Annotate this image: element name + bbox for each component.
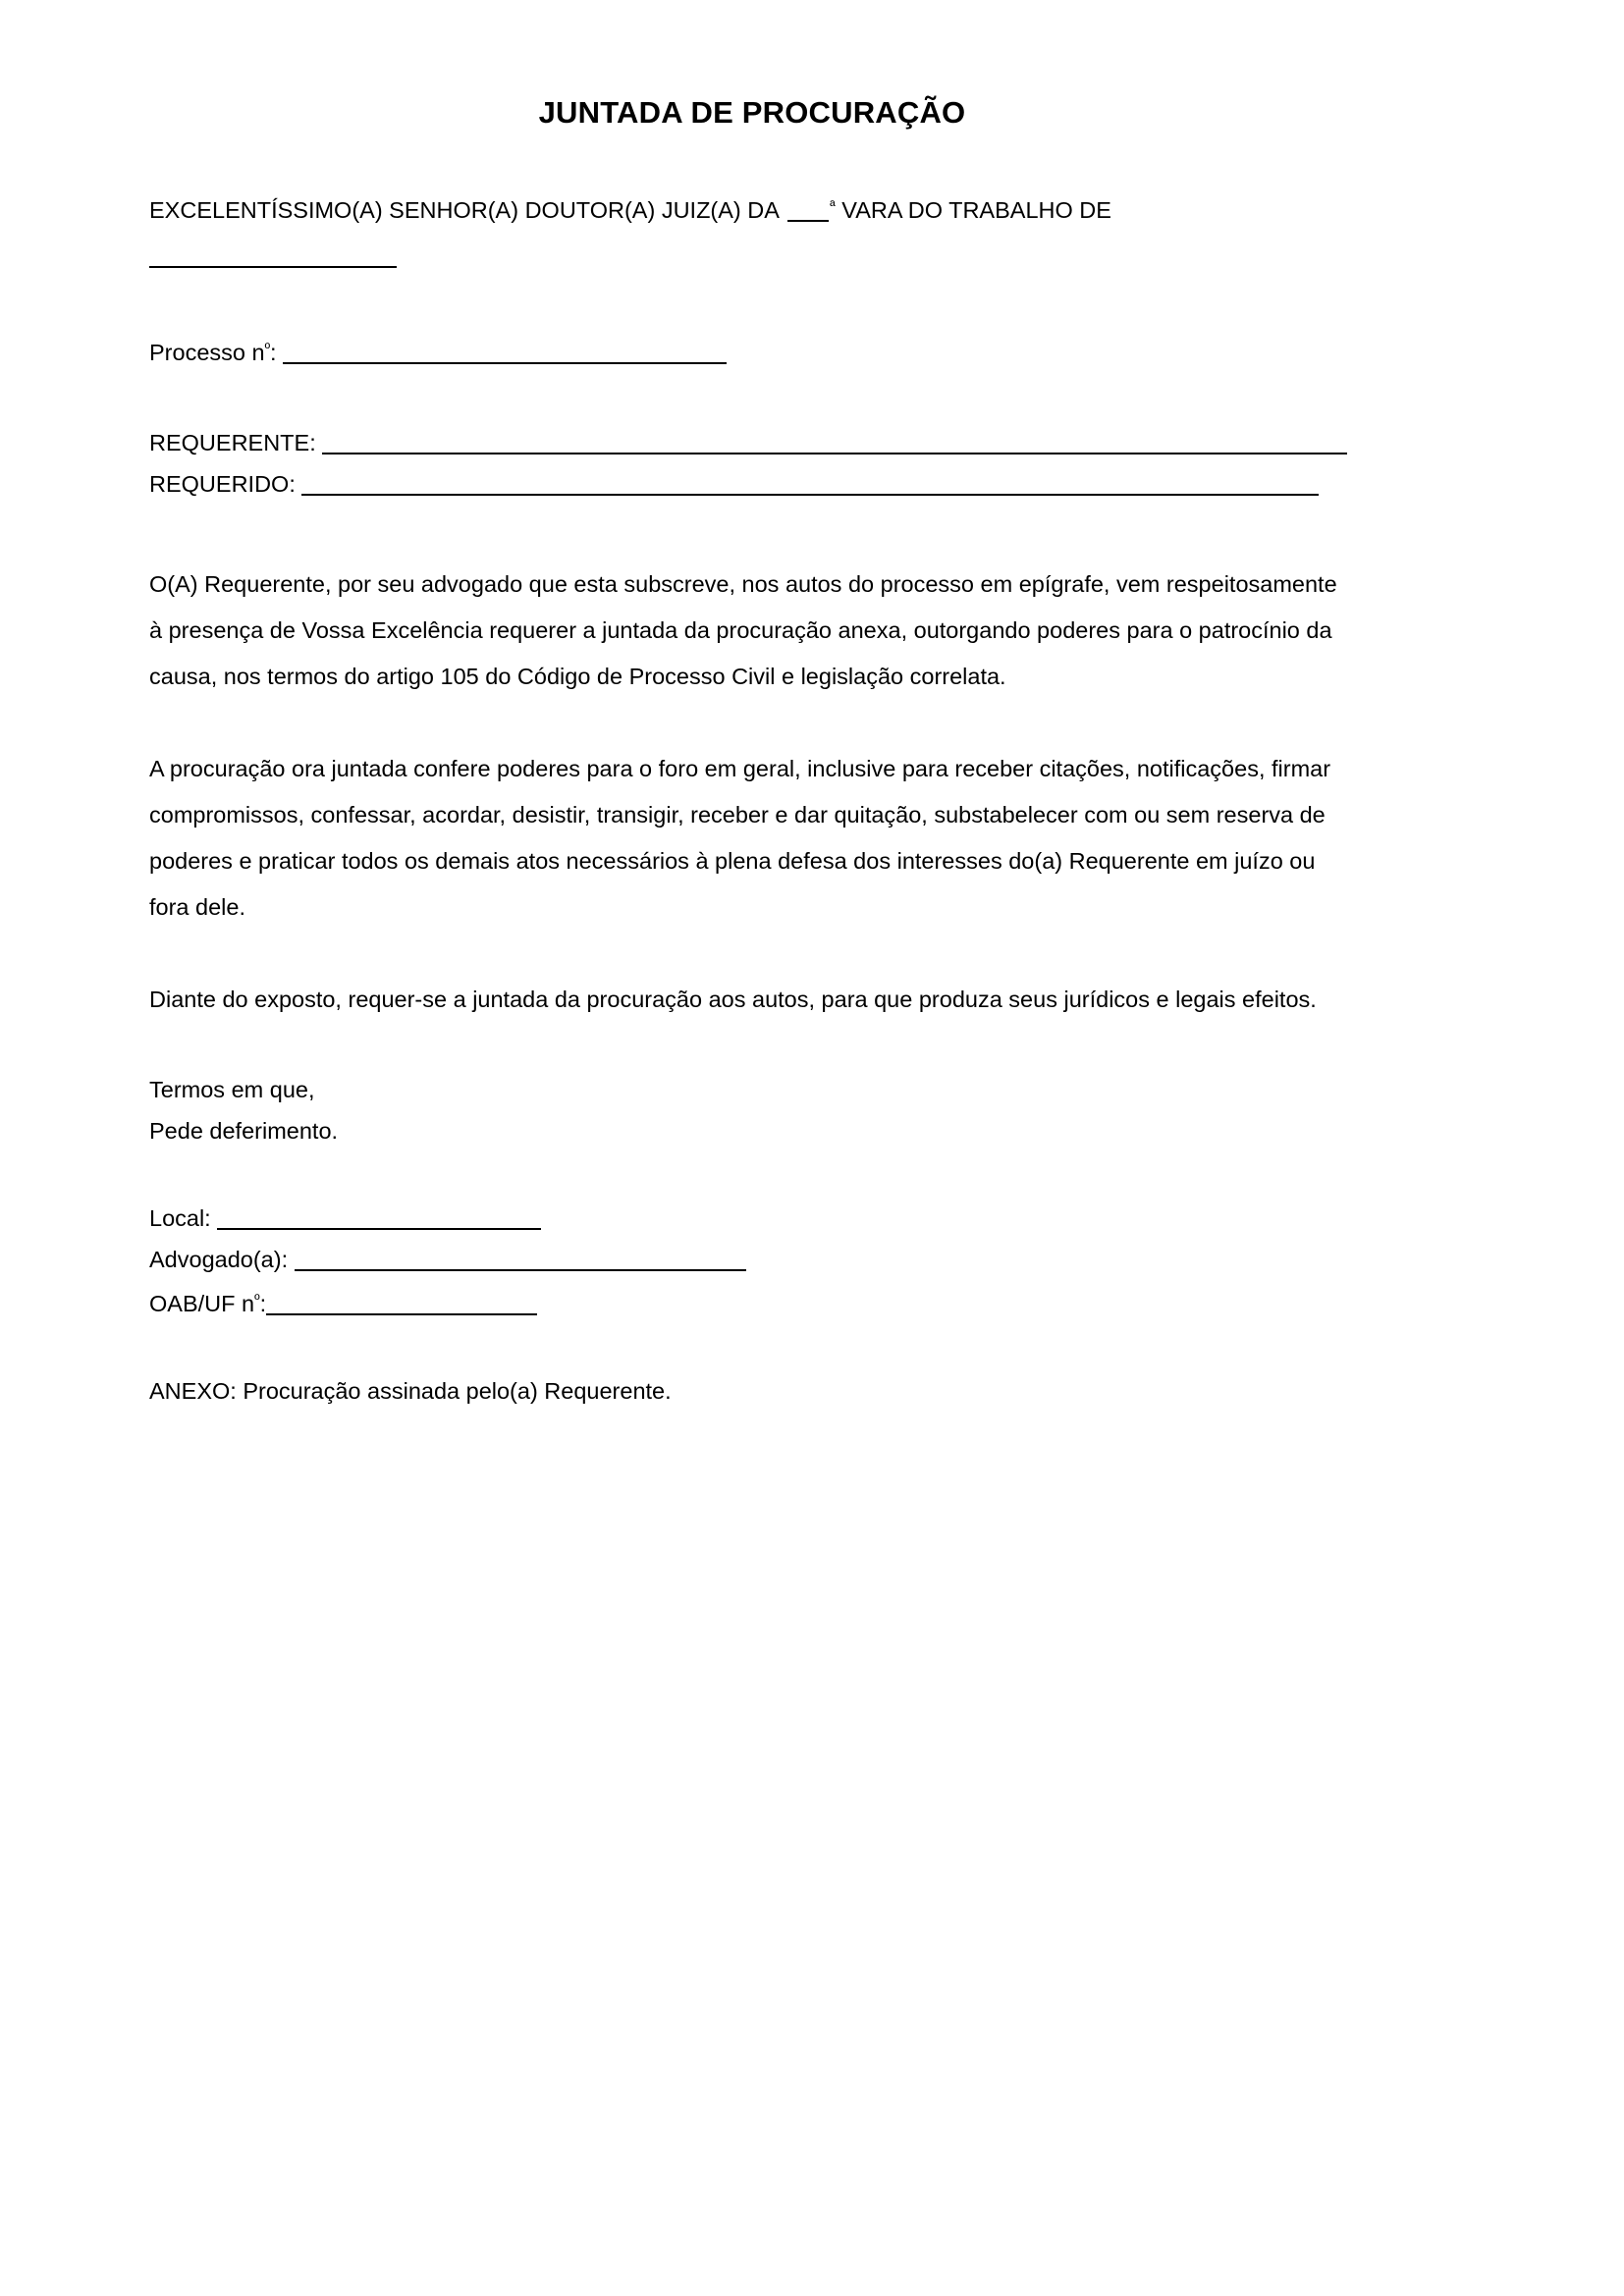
oab-number-blank[interactable] [266,1313,537,1315]
advogado-label: Advogado(a): [149,1246,289,1272]
spacer [149,1324,1355,1370]
spacer [149,700,1355,746]
oab-ordinal-indicator: º [254,1291,260,1308]
spacer [149,280,1355,326]
addressee-line [149,184,1355,234]
oab-label: OAB/UF n [149,1290,255,1316]
oab-colon: : [259,1290,267,1316]
page-title: JUNTADA DE PROCURAÇÃO [538,95,966,130]
body-paragraph-2: A procuração ora juntada confere poderes para o foro em geral, inclusive para receber citações, notificações, firmar compromissos, confessar, acordar, desistir, transigir, receber e dar quitação, substabelecer com ou sem reserva de poderes e praticar todos os demais atos necessários à plena defesa dos interesses do(a) Requerente em juízo ou fora dele. [149,755,1331,920]
feminine-ordinal-indicator: ª [830,197,836,215]
closing-line-1: Termos em que, [149,1076,315,1102]
requerente-label: REQUERENTE: [149,429,316,455]
local-blank[interactable] [217,1228,541,1230]
processo-line [149,326,1355,376]
spacer [149,376,1355,422]
processo-number-blank[interactable] [283,362,727,364]
city-blank[interactable] [149,266,397,268]
requerente-line [149,422,1355,463]
processo-label: Processo n [149,339,265,365]
addressee-text-after: VARA DO TRABALHO DE [835,196,1111,223]
requerente-blank[interactable] [322,453,1347,454]
local-line [149,1198,1355,1239]
city-line [149,234,1355,280]
addressee-text-before: EXCELENTÍSSIMO(A) SENHOR(A) DOUTOR(A) JUIZ(A) DA [149,196,785,223]
closing-line-2: Pede deferimento. [149,1117,339,1144]
vara-number-blank[interactable] [787,220,829,222]
requerido-line [149,463,1355,505]
requerido-label: REQUERIDO: [149,470,296,497]
processo-ordinal-indicator: º [264,340,271,357]
spacer [149,931,1355,977]
spacer [149,1023,1355,1069]
spacer [149,1151,1355,1198]
body-paragraph-3: Diante do exposto, requer-se a juntada da procuração aos autos, para que produza seus jurídicos e legais efeitos. [149,986,1317,1012]
spacer [149,505,1355,561]
advogado-line [149,1239,1355,1280]
requerido-blank[interactable] [301,494,1319,496]
processo-colon: : [270,339,277,365]
document-content [149,94,1355,1412]
attachment-note: ANEXO: Procuração assinada pelo(a) Requerente. [149,1377,672,1404]
oab-line [149,1280,1355,1324]
body-paragraph-1: O(A) Requerente, por seu advogado que esta subscreve, nos autos do processo em epígrafe, vem respeitosamente à presença de Vossa Excelência requerer a juntada da procuração anexa, outorgando poderes para o patrocínio da causa, nos termos do artigo 105 do Código de Processo Civil e legislação correlata. [149,570,1337,689]
local-label: Local: [149,1204,211,1231]
advogado-blank[interactable] [295,1269,746,1271]
